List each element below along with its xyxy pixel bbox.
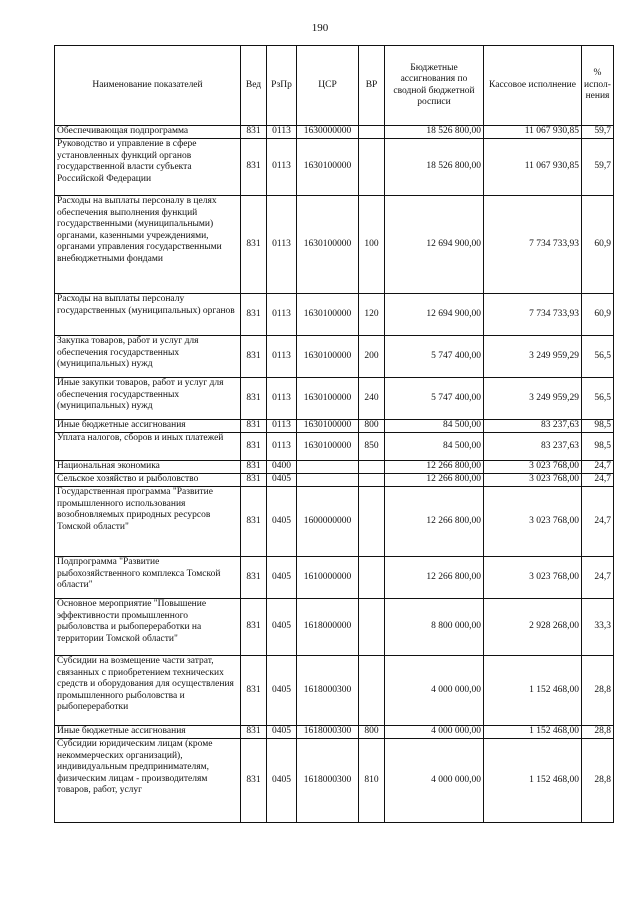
table-row [55,599,614,656]
row-csr [297,461,359,474]
row-ved: 831 [241,656,267,726]
row-ved: 831 [241,557,267,599]
page-number: 190 [311,22,329,34]
row-budget: 12 266 800,00 [385,557,484,599]
row-cash: 1 152 468,00 [484,739,582,823]
table-row [55,739,614,823]
row-pct: 24,7 [582,461,614,474]
row-name: Основное мероприятие "Повышение эффективности промышленного рыболовства и рыбопереработки на территории Томской области" [55,599,241,656]
row-pct: 56,5 [582,378,614,420]
row-name: Сельское хозяйство и рыболовство [55,474,241,487]
row-pct: 28,8 [582,656,614,726]
row-ved: 831 [241,196,267,294]
budget-table [54,45,614,823]
row-budget: 12 694 900,00 [385,196,484,294]
row-cash: 2 928 268,00 [484,599,582,656]
row-csr: 1618000300 [297,656,359,726]
row-ved: 831 [241,461,267,474]
row-pct: 24,7 [582,474,614,487]
row-ved: 831 [241,726,267,739]
row-ved: 831 [241,433,267,461]
row-name: Субсидии юридическим лицам (кроме некоммерческих организаций), индивидуальным предпринимателям, физическим лицам - производителям товаров, работ, услуг [55,739,241,823]
row-name: Иные бюджетные ассигнования [55,420,241,433]
row-vr: 850 [359,433,385,461]
row-rzpr: 0405 [267,739,297,823]
table-row [55,557,614,599]
row-pct: 60,9 [582,294,614,336]
row-vr: 810 [359,739,385,823]
row-vr: 100 [359,196,385,294]
row-vr: 200 [359,336,385,378]
row-budget: 12 266 800,00 [385,487,484,557]
row-pct: 98,5 [582,433,614,461]
row-budget: 4 000 000,00 [385,726,484,739]
row-ved: 831 [241,139,267,196]
row-rzpr: 0405 [267,726,297,739]
row-ved: 831 [241,294,267,336]
header-vr: ВР [359,46,385,126]
row-rzpr: 0113 [267,378,297,420]
table-row [55,196,614,294]
row-budget: 12 266 800,00 [385,474,484,487]
row-cash: 3 023 768,00 [484,557,582,599]
row-budget: 18 526 800,00 [385,126,484,139]
row-ved: 831 [241,420,267,433]
row-csr: 1630100000 [297,139,359,196]
table-row [55,656,614,726]
row-budget: 84 500,00 [385,420,484,433]
row-budget: 18 526 800,00 [385,139,484,196]
row-vr [359,656,385,726]
row-vr [359,487,385,557]
row-csr: 1630100000 [297,294,359,336]
row-csr: 1618000000 [297,599,359,656]
row-budget: 4 000 000,00 [385,739,484,823]
row-vr: 120 [359,294,385,336]
table-row [55,487,614,557]
row-ved: 831 [241,599,267,656]
row-csr: 1600000000 [297,487,359,557]
row-rzpr: 0405 [267,656,297,726]
row-rzpr: 0405 [267,474,297,487]
row-rzpr: 0113 [267,420,297,433]
row-pct: 98,5 [582,420,614,433]
row-budget: 4 000 000,00 [385,656,484,726]
row-cash: 3 023 768,00 [484,474,582,487]
row-csr: 1630100000 [297,336,359,378]
row-cash: 11 067 930,85 [484,139,582,196]
row-csr: 1630100000 [297,196,359,294]
row-name: Государственная программа "Развитие промышленного использования возобновляемых природных ресурсов Томской области" [55,487,241,557]
row-rzpr: 0400 [267,461,297,474]
row-pct: 59,7 [582,126,614,139]
row-name: Иные бюджетные ассигнования [55,726,241,739]
row-budget: 8 800 000,00 [385,599,484,656]
row-rzpr: 0405 [267,487,297,557]
row-vr [359,474,385,487]
table-row [55,474,614,487]
row-name: Иные закупки товаров, работ и услуг для обеспечения государственных (муниципальных) нужд [55,378,241,420]
row-pct: 33,3 [582,599,614,656]
row-cash: 83 237,63 [484,433,582,461]
row-rzpr: 0113 [267,336,297,378]
row-cash: 1 152 468,00 [484,656,582,726]
row-cash: 3 023 768,00 [484,461,582,474]
row-csr: 1630000000 [297,126,359,139]
row-name: Субсидии на возмещение части затрат, связанных с приобретением технических средств и оборудования для осуществления промышленного рыболовства и рыбопереработки [55,656,241,726]
row-cash: 7 734 733,93 [484,196,582,294]
row-vr [359,599,385,656]
row-pct: 24,7 [582,557,614,599]
row-vr [359,461,385,474]
row-rzpr: 0405 [267,599,297,656]
row-budget: 12 266 800,00 [385,461,484,474]
header-ved: Вед [241,46,267,126]
row-csr: 1630100000 [297,420,359,433]
row-vr: 240 [359,378,385,420]
row-name: Уплата налогов, сборов и иных платежей [55,433,241,461]
row-name: Закупка товаров, работ и услуг для обеспечения государственных (муниципальных) нужд [55,336,241,378]
header-csr: ЦСР [297,46,359,126]
row-rzpr: 0113 [267,294,297,336]
table-row [55,461,614,474]
row-rzpr: 0113 [267,126,297,139]
header-name: Наименование показателей [55,46,241,126]
row-budget: 84 500,00 [385,433,484,461]
row-name: Национальная экономика [55,461,241,474]
row-vr [359,139,385,196]
row-csr: 1618000300 [297,726,359,739]
row-pct: 28,8 [582,739,614,823]
header-pct: % испол-нения [582,46,614,126]
row-vr: 800 [359,726,385,739]
row-budget: 5 747 400,00 [385,378,484,420]
row-csr [297,474,359,487]
row-pct: 60,9 [582,196,614,294]
row-cash: 7 734 733,93 [484,294,582,336]
row-ved: 831 [241,126,267,139]
table-row [55,726,614,739]
row-cash: 3 023 768,00 [484,487,582,557]
row-pct: 59,7 [582,139,614,196]
row-budget: 5 747 400,00 [385,336,484,378]
row-ved: 831 [241,378,267,420]
table-row [55,126,614,139]
row-pct: 24,7 [582,487,614,557]
row-csr: 1610000000 [297,557,359,599]
row-name: Подпрограмма "Развитие рыбохозяйственного комплекса Томской области" [55,557,241,599]
row-rzpr: 0113 [267,196,297,294]
row-cash: 11 067 930,85 [484,126,582,139]
row-csr: 1630100000 [297,433,359,461]
row-rzpr: 0405 [267,557,297,599]
row-csr: 1630100000 [297,378,359,420]
table-row [55,378,614,420]
table-row [55,294,614,336]
row-vr: 800 [359,420,385,433]
row-ved: 831 [241,487,267,557]
row-name: Расходы на выплаты персоналу в целях обеспечения выполнения функций государственными (муниципальными) органами, казенными учреждениями, органами управления государственными внебюджетными фондами [55,196,241,294]
row-cash: 3 249 959,29 [484,378,582,420]
row-name: Руководство и управление в сфере установленных функций органов государственной власти субъекта Российской Федерации [55,139,241,196]
row-pct: 28,8 [582,726,614,739]
row-ved: 831 [241,739,267,823]
row-rzpr: 0113 [267,139,297,196]
row-ved: 831 [241,336,267,378]
row-cash: 3 249 959,29 [484,336,582,378]
row-name: Расходы на выплаты персоналу государственных (муниципальных) органов [55,294,241,336]
row-ved: 831 [241,474,267,487]
row-rzpr: 0113 [267,433,297,461]
row-csr: 1618000300 [297,739,359,823]
row-vr [359,126,385,139]
row-cash: 83 237,63 [484,420,582,433]
table-row [55,420,614,433]
header-budget: Бюджетные ассигнования по сводной бюджетной росписи [385,46,484,126]
table-row [55,336,614,378]
table-row [55,139,614,196]
header-cash: Кассовое исполнение [484,46,582,126]
row-budget: 12 694 900,00 [385,294,484,336]
row-cash: 1 152 468,00 [484,726,582,739]
table-row [55,433,614,461]
header-rzpr: РзПр [267,46,297,126]
row-pct: 56,5 [582,336,614,378]
row-vr [359,557,385,599]
row-name: Обеспечивающая подпрограмма [55,126,241,139]
